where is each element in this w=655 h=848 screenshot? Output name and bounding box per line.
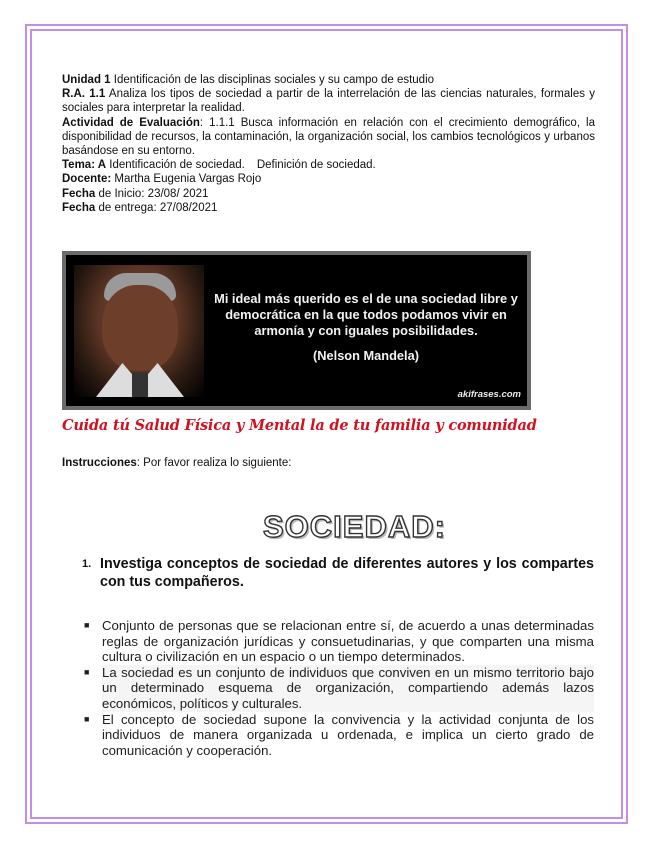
- instructions-text: : Por favor realiza lo siguiente:: [136, 457, 292, 469]
- list-item: [82, 712, 594, 759]
- portrait-photo: [74, 265, 204, 397]
- watermark: akifrases.com: [457, 389, 521, 400]
- ra-text: Analiza los tipos de sociedad a partir de la interrelación de las ciencias naturales, formales y sociales para interpretar la realidad.: [62, 88, 595, 115]
- list-item-text: El concepto de sociedad supone la convivencia y la actividad conjunta de los individuos de manera organizada u ordenada, e implica un cierto grado de comunicación y cooperación.: [102, 711, 594, 758]
- definition-list: [82, 618, 594, 758]
- list-item: [82, 618, 594, 665]
- fecha-inicio-label: Fecha: [62, 187, 96, 200]
- task-number: 1.: [82, 558, 92, 570]
- fecha-entrega-line: [62, 201, 595, 215]
- ra-line: [62, 87, 595, 115]
- ra-label: R.A. 1.1: [62, 88, 106, 101]
- fecha-entrega-text: de entrega: 27/08/2021: [98, 201, 218, 214]
- fecha-inicio-text: de Inicio: 23/08/ 2021: [98, 187, 209, 200]
- tema-line: [62, 158, 595, 172]
- bullet-icon: ■: [84, 666, 90, 677]
- unidad-label: Unidad 1: [62, 74, 111, 86]
- unidad-line: [62, 73, 595, 87]
- list-item: [82, 665, 594, 712]
- list-item-text: La sociedad es un conjunto de individuos que conviven en un mismo territorio bajo un determinado esquema de organización, compartiendo además lazos económicos, políticos y culturales.: [102, 664, 594, 711]
- actividad-label: Actividad de Evaluación: [62, 116, 200, 129]
- docente-text: Martha Eugenia Vargas Rojo: [114, 173, 262, 186]
- section-title: SOCIEDAD:: [263, 509, 446, 544]
- unidad-text: Identificación de las disciplinas sociales y su campo de estudio: [113, 74, 435, 86]
- fecha-entrega-label: Fecha: [62, 201, 96, 214]
- task-text: Investiga conceptos de sociedad de diferentes autores y los compartes con tus compañeros.: [100, 556, 594, 590]
- quote-author: (Nelson Mandela): [313, 348, 419, 363]
- bullet-icon: ■: [84, 620, 90, 630]
- actividad-line: [62, 116, 595, 159]
- bullet-icon: ■: [84, 713, 90, 724]
- task-item: [82, 556, 594, 591]
- health-slogan: Cuida tú Salud Física y Mental la de tu familia y comunidad: [62, 417, 537, 434]
- tema-text-2: Definición de sociedad.: [256, 159, 376, 172]
- docente-line: [62, 172, 595, 186]
- instructions-label: Instrucciones: [62, 457, 137, 469]
- tema-label: Tema: A: [62, 159, 107, 172]
- quote-image: [62, 251, 531, 410]
- document-header: [62, 73, 595, 215]
- quote-text: Mi ideal más querido es el de una sociedad libre y democrática en la que todos podamos vivir en armonía y con iguales posibilidades.: [214, 291, 518, 338]
- fecha-inicio-line: [62, 187, 595, 201]
- instructions-line: [62, 457, 291, 469]
- actividad-text: : 1.1.1 Busca información en relación con el crecimiento demográfico, la disponibilidad de recursos, la contaminación, la organización social, los cambios tecnológicos y urbanos basándose en su entorno.: [62, 116, 595, 158]
- list-item-text: Conjunto de personas que se relacionan entre sí, de acuerdo a unas determinadas reglas de organización jurídicas y consuetudinarias, y que comparten una misma cultura o civilización en un espacio o un tiempo determinados.: [102, 618, 594, 665]
- tema-text: Identificación de sociedad.: [109, 159, 245, 172]
- docente-label: Docente:: [62, 173, 112, 186]
